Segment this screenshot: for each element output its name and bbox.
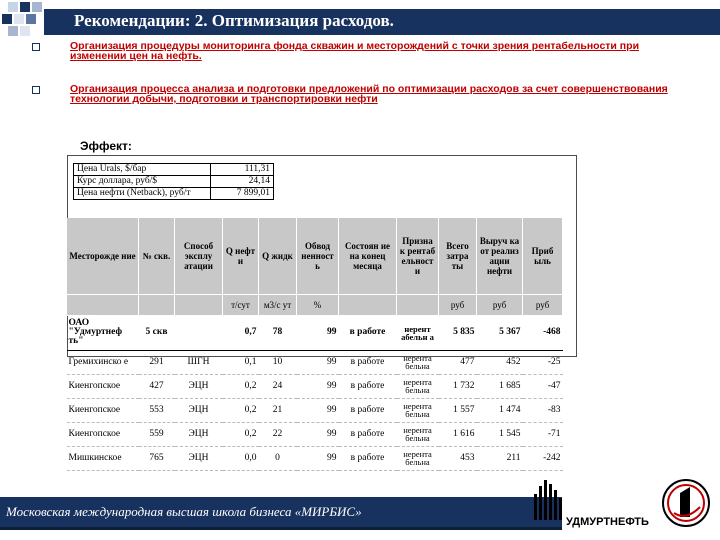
cell-field: Киенгопское (67, 374, 139, 398)
cell-profit: -25 (523, 350, 563, 374)
brand-name: УДМУРТНЕФТЬ (566, 516, 649, 528)
bullet-item-2: Организация процесса анализа и подготовки предложений по оптимизации расходов за счет совершенствования технологии добычи, подготовки и транспортировки нефти (70, 83, 668, 105)
cell-q-oil: 0,2 (223, 422, 259, 446)
param-label: Цена нефти (Netback), руб/т (74, 188, 211, 200)
price-parameters-table (73, 163, 274, 200)
col-header-costs: Всего затра ты (439, 218, 477, 294)
cell-revenue: 211 (477, 446, 523, 470)
unit-cell: % (297, 294, 339, 315)
page-title: Рекомендации: 2. Оптимизация расходов. (74, 11, 394, 30)
col-header-q-liquid: Q жидк (259, 218, 297, 294)
cell-profit: -468 (523, 315, 563, 350)
cell-revenue: 1 685 (477, 374, 523, 398)
unit-cell: руб (477, 294, 523, 315)
cell-q-liquid: 0 (259, 446, 297, 470)
cell-q-liquid: 78 (259, 315, 297, 350)
col-header-profitability: Призна к рентаб ельност и (397, 218, 439, 294)
cell-well: 559 (139, 422, 175, 446)
cell-watercut: 99 (297, 374, 339, 398)
cell-state: в работе (339, 446, 397, 470)
cell-well: 553 (139, 398, 175, 422)
param-value: 111,31 (211, 164, 274, 176)
unit-cell: руб (523, 294, 563, 315)
cell-profitability: нерента бельна (397, 446, 439, 470)
cell-field: Гремихинско е (67, 350, 139, 374)
param-row (74, 176, 274, 188)
param-row (74, 164, 274, 176)
unit-cell: руб (439, 294, 477, 315)
param-value: 24,14 (211, 176, 274, 188)
table-summary-row (67, 315, 563, 350)
col-header-state: Состоян ие на конец месяца (339, 218, 397, 294)
cell-q-oil: 0,0 (223, 446, 259, 470)
cell-state: в работе (339, 422, 397, 446)
cell-costs: 453 (439, 446, 477, 470)
cell-costs: 477 (439, 350, 477, 374)
table-header-row (67, 218, 563, 294)
cell-state: в работе (339, 350, 397, 374)
table-row (67, 374, 563, 398)
cell-well: 765 (139, 446, 175, 470)
cell-q-oil: 0,2 (223, 374, 259, 398)
table-row (67, 350, 563, 374)
param-label: Цена Urals, $/бар (74, 164, 211, 176)
cell-watercut: 99 (297, 422, 339, 446)
cell-watercut: 99 (297, 398, 339, 422)
param-row (74, 188, 274, 200)
unit-cell: т/сут (223, 294, 259, 315)
cell-costs: 1 557 (439, 398, 477, 422)
cell-revenue: 1 545 (477, 422, 523, 446)
cell-costs: 1 732 (439, 374, 477, 398)
cell-state: в работе (339, 398, 397, 422)
cell-q-liquid: 22 (259, 422, 297, 446)
cell-method: ШГН (175, 350, 223, 374)
unit-cell (175, 294, 223, 315)
col-header-method: Способ эксплу атации (175, 218, 223, 294)
col-header-q-oil: Q нефт и (223, 218, 259, 294)
unit-cell (339, 294, 397, 315)
col-header-well: № скв. (139, 218, 175, 294)
unit-cell: м3/с ут (259, 294, 297, 315)
cell-method: ЭЦН (175, 422, 223, 446)
table-row (67, 422, 563, 446)
cell-method: ЭЦН (175, 446, 223, 470)
table-row (67, 398, 563, 422)
cell-q-liquid: 21 (259, 398, 297, 422)
cell-method (175, 315, 223, 350)
bullet-item-1: Организация процедуры мониторинга фонда скважин и месторождений с точки зрения рентабельности при изменении цен на нефть. (70, 40, 640, 62)
cell-costs: 5 835 (439, 315, 477, 350)
cell-profitability: нерента бельна (397, 398, 439, 422)
cell-state: в работе (339, 374, 397, 398)
cell-costs: 1 616 (439, 422, 477, 446)
cell-q-oil: 0,2 (223, 398, 259, 422)
cell-well: 291 (139, 350, 175, 374)
cell-profitability: нерента бельна (397, 350, 439, 374)
param-label: Курс доллара, руб/$ (74, 176, 211, 188)
cell-watercut: 99 (297, 315, 339, 350)
col-header-watercut: Обвод ненност ь (297, 218, 339, 294)
cell-profitability: нерента бельна (397, 422, 439, 446)
cell-q-liquid: 10 (259, 350, 297, 374)
cell-field: Киенгопское (67, 398, 139, 422)
param-value: 7 899,01 (211, 188, 274, 200)
cell-well: 5 скв (139, 315, 175, 350)
cell-profit: -242 (523, 446, 563, 470)
col-header-profit: Приб ыль (523, 218, 563, 294)
cell-field: ОАО "Удмуртнеф ть" (67, 315, 139, 350)
wells-table (66, 218, 563, 471)
company-emblem-icon (660, 477, 712, 529)
cell-revenue: 5 367 (477, 315, 523, 350)
bullet-marker (32, 86, 40, 94)
table-row (67, 446, 563, 470)
cell-method: ЭЦН (175, 398, 223, 422)
cell-revenue: 452 (477, 350, 523, 374)
cell-field: Мишкинское (67, 446, 139, 470)
cell-field: Киенгопское (67, 422, 139, 446)
oil-derrick-logo-icon (522, 472, 582, 522)
cell-state: в работе (339, 315, 397, 350)
unit-cell (397, 294, 439, 315)
footer-school-name: Московская международная высшая школа бизнеса «МИРБИС» (6, 504, 362, 519)
cell-revenue: 1 474 (477, 398, 523, 422)
cell-well: 427 (139, 374, 175, 398)
cell-profitability: нерент абельн а (397, 315, 439, 350)
effect-label: Эффект: (80, 139, 132, 153)
unit-cell (67, 294, 139, 315)
cell-watercut: 99 (297, 446, 339, 470)
cell-q-oil: 0,1 (223, 350, 259, 374)
col-header-revenue: Выруч ка от реализ ации нефти (477, 218, 523, 294)
cell-profit: -47 (523, 374, 563, 398)
cell-q-liquid: 24 (259, 374, 297, 398)
cell-profit: -83 (523, 398, 563, 422)
cell-q-oil: 0,7 (223, 315, 259, 350)
unit-cell (139, 294, 175, 315)
cell-profitability: нерента бельна (397, 374, 439, 398)
cell-profit: -71 (523, 422, 563, 446)
cell-method: ЭЦН (175, 374, 223, 398)
col-header-field: Месторожде ние (67, 218, 139, 294)
cell-watercut: 99 (297, 350, 339, 374)
table-units-row (67, 294, 563, 315)
bullet-marker (32, 43, 40, 51)
